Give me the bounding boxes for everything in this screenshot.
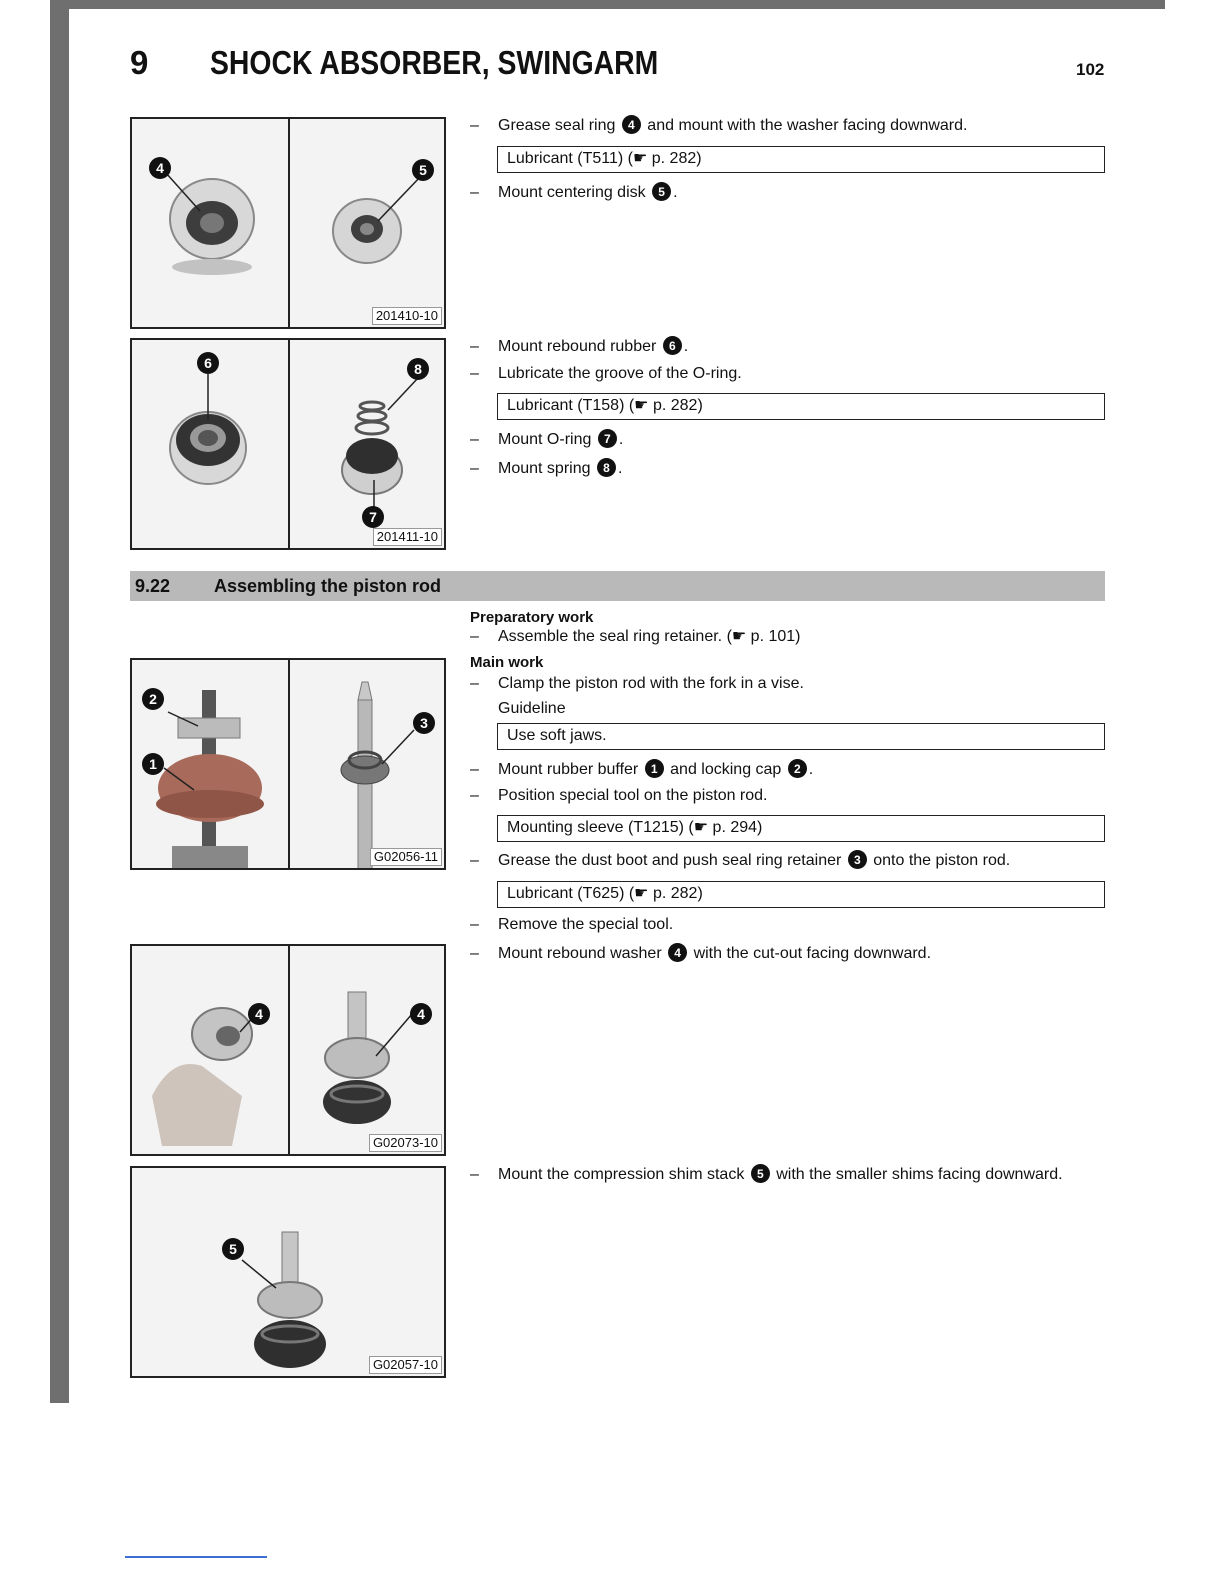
- step-mount-o-ring: – Mount O-ring 7 .: [470, 431, 624, 448]
- tool-box-t1215: Mounting sleeve (T1215) (☛ p. 294): [497, 815, 1105, 842]
- callout-7: 7: [362, 506, 384, 528]
- step-lubricate-groove: – Lubricate the groove of the O-ring.: [470, 365, 742, 382]
- figure-G02073: [130, 944, 446, 1156]
- step-mount-rubber-buffer: – Mount rubber buffer 1 and locking cap 2 .: [470, 761, 814, 778]
- figure-201411: [130, 338, 446, 550]
- figure-divider: [288, 340, 290, 548]
- figure-G02057-photo: [132, 1168, 446, 1378]
- step-mount-spring: – Mount spring 8 .: [470, 460, 623, 477]
- figure-201410: [130, 117, 446, 329]
- callout-4: 4: [149, 157, 171, 179]
- callout-6: 6: [197, 352, 219, 374]
- lubricant-box-t625: Lubricant (T625) (☛ p. 282): [497, 881, 1105, 908]
- inline-callout: 4: [668, 943, 687, 962]
- callout-2: 2: [142, 688, 164, 710]
- inline-callout: 8: [597, 458, 616, 477]
- inline-callout: 4: [622, 115, 641, 134]
- inline-callout: 5: [751, 1164, 770, 1183]
- chapter-number: 9: [130, 44, 148, 81]
- main-work-label: Main work: [470, 654, 544, 671]
- inline-callout: 6: [663, 336, 682, 355]
- figure-divider: [288, 946, 290, 1154]
- figure-G02056: [130, 658, 446, 870]
- figure-code: 201411-10: [373, 528, 442, 546]
- step-mount-rebound-rubber: – Mount rebound rubber 6 .: [470, 338, 689, 355]
- section-header: [130, 571, 1105, 601]
- inline-callout: 7: [598, 429, 617, 448]
- step-clamp-piston-rod: – Clamp the piston rod with the fork in a vise.: [470, 675, 804, 692]
- step-mount-compression-shim-stack: – Mount the compression shim stack 5 with the smaller shims facing downward.: [470, 1166, 1063, 1183]
- lubricant-box-t158: Lubricant (T158) (☛ p. 282): [497, 393, 1105, 420]
- step-position-special-tool: – Position special tool on the piston rod.: [470, 787, 768, 804]
- footer-link-line: [125, 1556, 267, 1558]
- figure-code: G02073-10: [369, 1134, 442, 1152]
- inline-callout: 3: [848, 850, 867, 869]
- preparatory-work-label: Preparatory work: [470, 609, 594, 626]
- inline-callout: 5: [652, 182, 671, 201]
- callout-5: 5: [222, 1238, 244, 1260]
- figure-code: 201410-10: [372, 307, 442, 325]
- figure-code: G02057-10: [369, 1356, 442, 1374]
- figure-divider: [288, 660, 290, 868]
- step-grease-seal-ring: – Grease seal ring 4 and mount with the washer facing downward.: [470, 117, 968, 134]
- lubricant-box-t511: Lubricant (T511) (☛ p. 282): [497, 146, 1105, 173]
- callout-3: 3: [413, 712, 435, 734]
- guideline-box-soft-jaws: Use soft jaws.: [497, 723, 1105, 750]
- step-grease-dust-boot: – Grease the dust boot and push seal ring retainer 3 onto the piston rod.: [470, 852, 1011, 869]
- figure-G02057: [130, 1166, 446, 1378]
- section-title: Assembling the piston rod: [214, 576, 442, 596]
- callout-4: 4: [410, 1003, 432, 1025]
- page-number: 102: [1076, 60, 1105, 79]
- callout-8: 8: [407, 358, 429, 380]
- step-mount-rebound-washer: – Mount rebound washer 4 with the cut-out facing downward.: [470, 945, 932, 962]
- step-mount-centering-disk: – Mount centering disk 5 .: [470, 184, 678, 201]
- chapter-title: SHOCK ABSORBER, SWINGARM: [210, 44, 659, 81]
- figure-code: G02056-11: [370, 848, 442, 866]
- top-border-bar: [50, 0, 1165, 9]
- callout-4: 4: [248, 1003, 270, 1025]
- callout-1: 1: [142, 753, 164, 775]
- left-border-bar: [50, 0, 69, 1403]
- step-remove-special-tool: – Remove the special tool.: [470, 916, 674, 933]
- section-number: 9.22: [135, 576, 171, 596]
- guideline-label: Guideline: [498, 700, 566, 717]
- step-assemble-seal-ring-retainer: – Assemble the seal ring retainer. (☛ p. 101): [470, 628, 801, 645]
- figure-divider: [288, 119, 290, 327]
- inline-callout: 2: [788, 759, 807, 778]
- callout-5: 5: [412, 159, 434, 181]
- inline-callout: 1: [645, 759, 664, 778]
